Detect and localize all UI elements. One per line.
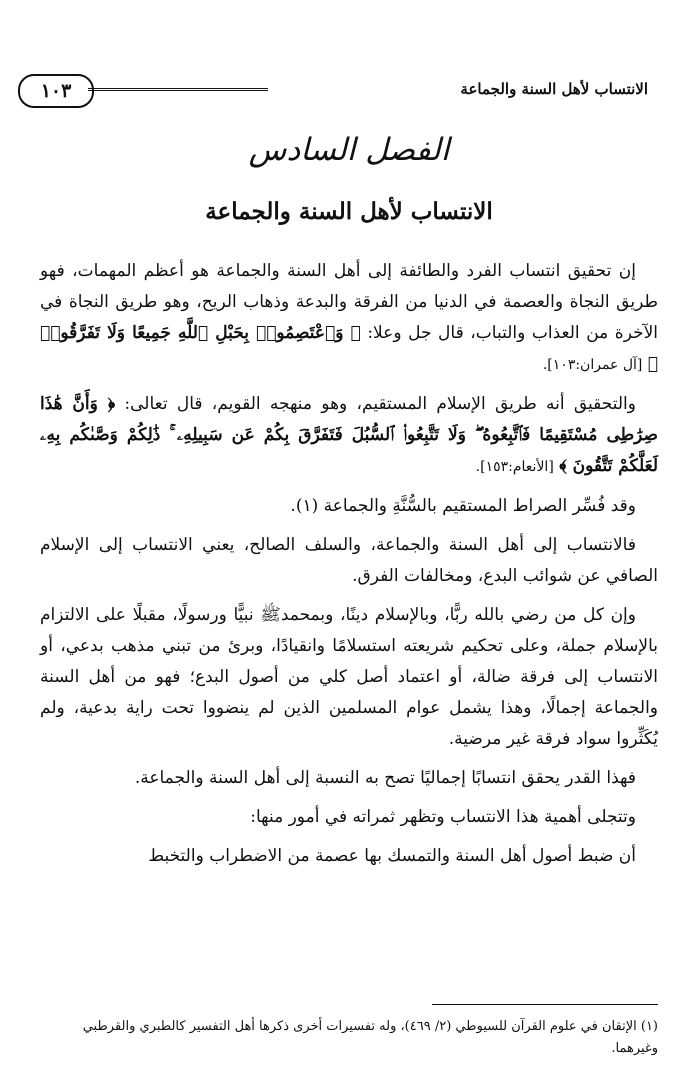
quran-verse: ﴿ وَأَنَّ هَٰذَا صِرَٰطِى مُسْتَقِيمًا فَٱتَّبِعُوهُ ۖ وَلَا تَتَّبِعُوا۟ ٱلسُّبُلَ فَتَفَرَّقَ بِكُمْ عَن سَبِيلِهِۦ ۚ ذَٰلِكُمْ وَصَّىٰكُم بِهِۦ لَعَلَّكُمْ تَتَّقُونَ ﴾ bbox=[40, 394, 658, 476]
chapter-title: الفصل السادس bbox=[248, 132, 450, 168]
page-number: ١٠٣ bbox=[18, 74, 94, 108]
footnote-rule bbox=[432, 1004, 658, 1005]
paragraph: فهذا القدر يحقق انتسابًا إجماليًا تصح به النسبة إلى أهل السنة والجماعة. bbox=[134, 768, 636, 788]
paragraph: أن ضبط أصول أهل السنة والتمسك بها عصمة من الاضطراب والتخبط bbox=[148, 846, 636, 866]
paragraph: إن تحقيق انتساب الفرد والطائفة إلى أهل السنة والجماعة هو أعظم المهمات، فهو طريق النجاة والعصمة في الدنيا من الفرقة والبدعة وذهاب الريح، وهو طريق النجاة في الآخرة من العذاب والتباب، قال جل وعلا: ﴿ وَٱعْتَصِمُوا۟ بِحَبْلِ ٱللَّهِ جَمِيعًا وَلَا تَفَرَّقُوا۟ ﴾ [آل عمران:١٠٣]. bbox=[40, 261, 659, 374]
verse-reference: [الأنعام:١٥٣]. bbox=[475, 459, 554, 475]
footnote: (١) الإتقان في علوم القرآن للسيوطي (٢/ ٤٦٩)، وله تفسيرات أخرى ذكرها أهل التفسير كالطبري والقرطبي وغيرهما. bbox=[82, 1019, 658, 1056]
paragraph: وإن كل من رضي بالله ربًّا، وبالإسلام دينًا، وبمحمدﷺ نبيًّا ورسولًا، مقبلًا على الالتزام بالإسلام جملة، وعلى تحكيم شريعته استسلامًا وانقيادًا، وبرئ من تبني مذهب بدعي، أو الانتساب إلى فرقة ضالة، أو اعتماد أصل كلي من أصول البدع؛ فهو من أهل السنة والجماعة إجمالًا، وهذا يشمل عوام المسلمين الذين لم ينضووا تحت راية بدعية، ولم يُكَثِّروا سواد فرقة غير مرضية. bbox=[40, 605, 658, 749]
quran-verse: ﴿ وَٱعْتَصِمُوا۟ بِحَبْلِ ٱللَّهِ جَمِيعًا وَلَا تَفَرَّقُوا۟ ﴾ bbox=[40, 323, 658, 374]
body-text bbox=[40, 256, 658, 880]
paragraph: فالانتساب إلى أهل السنة والجماعة، والسلف الصالح، يعني الانتساب إلى الإسلام الصافي عن شوائب البدع، ومخالفات الفرق. bbox=[40, 535, 658, 586]
running-title: الانتساب لأهل السنة والجماعة bbox=[268, 75, 662, 103]
running-header bbox=[18, 70, 662, 108]
paragraph: والتحقيق أنه طريق الإسلام المستقيم، وهو منهجه القويم، قال تعالى: ﴿ وَأَنَّ هَٰذَا صِرَٰطِى مُسْتَقِيمًا فَٱتَّبِعُوهُ ۖ وَلَا تَتَّبِعُوا۟ ٱلسُّبُلَ فَتَفَرَّقَ بِكُمْ عَن سَبِيلِهِۦ ۚ ذَٰلِكُمْ وَصَّىٰكُم بِهِۦ لَعَلَّكُمْ تَتَّقُونَ ﴾ [الأنعام:١٥٣]. bbox=[40, 394, 658, 476]
paragraph: وتتجلى أهمية هذا الانتساب وتظهر ثمراته في أمور منها: bbox=[250, 807, 636, 827]
paragraph: وقد فُسِّر الصراط المستقيم بالسُّنَّةِ والجماعة (١). bbox=[290, 496, 636, 516]
verse-reference: [آل عمران:١٠٣]. bbox=[542, 357, 643, 373]
section-title: الانتساب لأهل السنة والجماعة bbox=[205, 198, 493, 225]
